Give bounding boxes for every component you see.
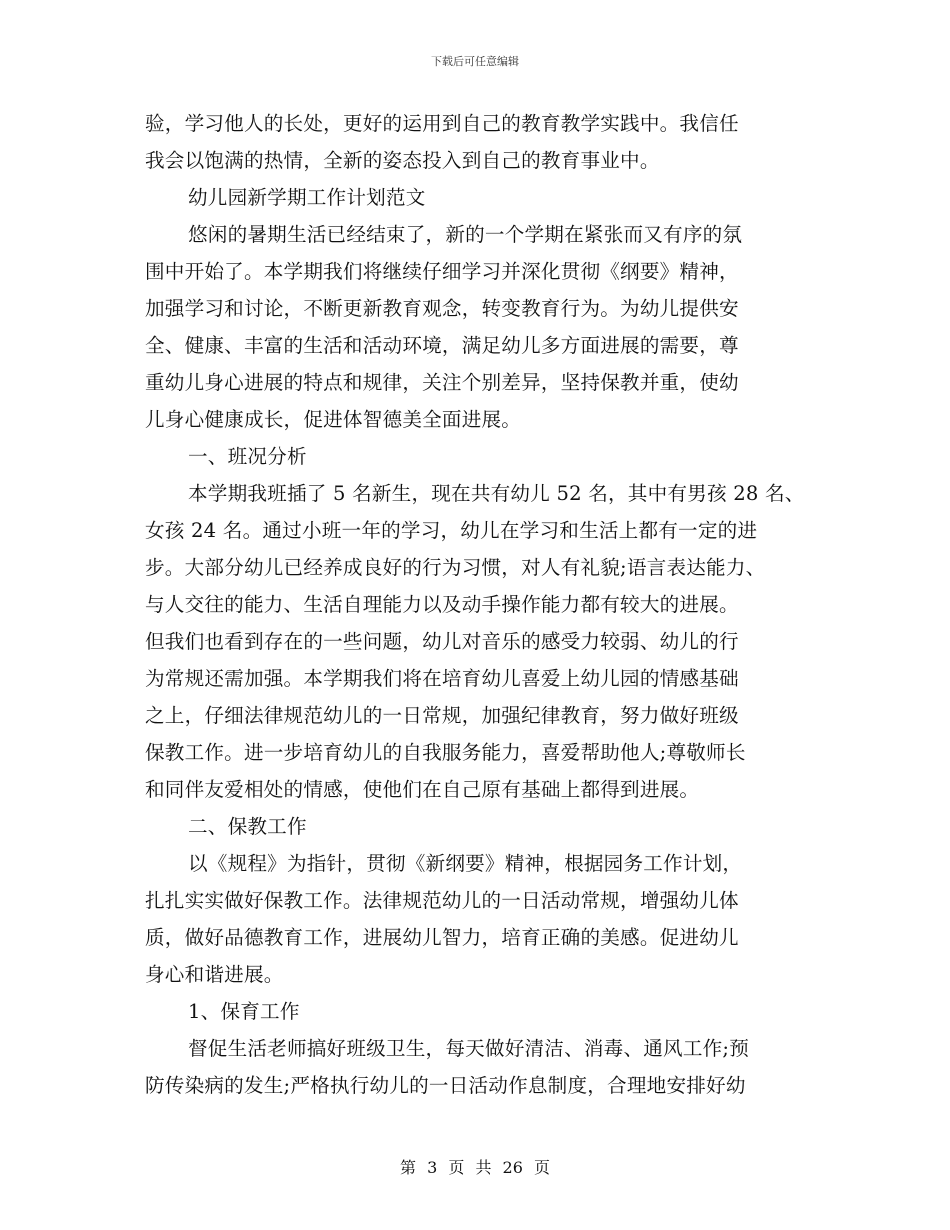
- section-heading: 一、班况分析: [188, 445, 307, 468]
- text-line: 保教工作。进一步培育幼儿的自我服务能力，喜爱帮助他人;尊敬师长: [145, 741, 746, 764]
- text-line: 但我们也看到存在的一些问题，幼儿对音乐的感受力较弱、幼儿的行: [145, 630, 739, 653]
- text-line: 女孩 24 名。通过小班一年的学习，幼儿在学习和生活上都有一定的进: [145, 519, 758, 542]
- page-header: 下载后可任意编辑: [431, 55, 519, 68]
- text-line: 步。大部分幼儿已经养成良好的行为习惯，对人有礼貌;语言表达能力、: [145, 556, 766, 579]
- section-heading: 二、保教工作: [188, 815, 307, 838]
- text-line: 督促生活老师搞好班级卫生，每天做好清洁、消毒、通风工作;预: [188, 1037, 750, 1060]
- document-body: [145, 105, 825, 1104]
- text-line: 全、健康、丰富的生活和活动环境，满足幼儿多方面进展的需要，尊: [145, 334, 739, 357]
- text-line: 本学期我班插了 5 名新生，现在共有幼儿 52 名，其中有男孩 28 名、: [188, 482, 805, 505]
- text-line: 防传染病的发生;严格执行幼儿的一日活动作息制度，合理地安排好幼: [145, 1074, 746, 1097]
- text-line: 扎扎实实做好保教工作。法律规范幼儿的一日活动常规，增强幼儿体: [145, 889, 739, 912]
- section-title: 幼儿园新学期工作计划范文: [188, 186, 426, 209]
- text-line: 围中开始了。本学期我们将继续仔细学习并深化贯彻《纲要》精神，: [145, 260, 739, 283]
- text-line: 之上，仔细法律规范幼儿的一日常规，加强纪律教育，努力做好班级: [145, 704, 739, 727]
- text-line: 身心和谐进展。: [145, 963, 284, 986]
- text-line: 为常规还需加强。本学期我们将在培育幼儿喜爱上幼儿园的情感基础: [145, 667, 739, 690]
- text-line: 我会以饱满的热情，全新的姿态投入到自己的教育事业中。: [145, 149, 660, 172]
- text-line: 与人交往的能力、生活自理能力以及动手操作能力都有较大的进展。: [145, 593, 739, 616]
- text-line: 以《规程》为指针，贯彻《新纲要》精神，根据园务工作计划，: [188, 852, 743, 875]
- text-line: 和同伴友爱相处的情感，使他们在自己原有基础上都得到进展。: [145, 778, 700, 801]
- subsection-heading: 1、保育工作: [188, 1000, 300, 1023]
- text-line: 加强学习和讨论，不断更新教育观念，转变教育行为。为幼儿提供安: [145, 297, 739, 320]
- text-line: 质，做好品德教育工作，进展幼儿智力，培育正确的美感。促进幼儿: [145, 926, 739, 949]
- text-line: 重幼儿身心进展的特点和规律，关注个别差异，坚持保教并重，使幼: [145, 371, 739, 394]
- text-line: 验，学习他人的长处，更好的运用到自己的教育教学实践中。我信任: [145, 112, 739, 135]
- text-line: 儿身心健康成长，促进体智德美全面进展。: [145, 408, 522, 431]
- text-line: 悠闲的暑期生活已经结束了，新的一个学期在紧张而又有序的氛: [188, 223, 743, 246]
- page-footer: 第 3 页 共 26 页: [400, 1158, 550, 1177]
